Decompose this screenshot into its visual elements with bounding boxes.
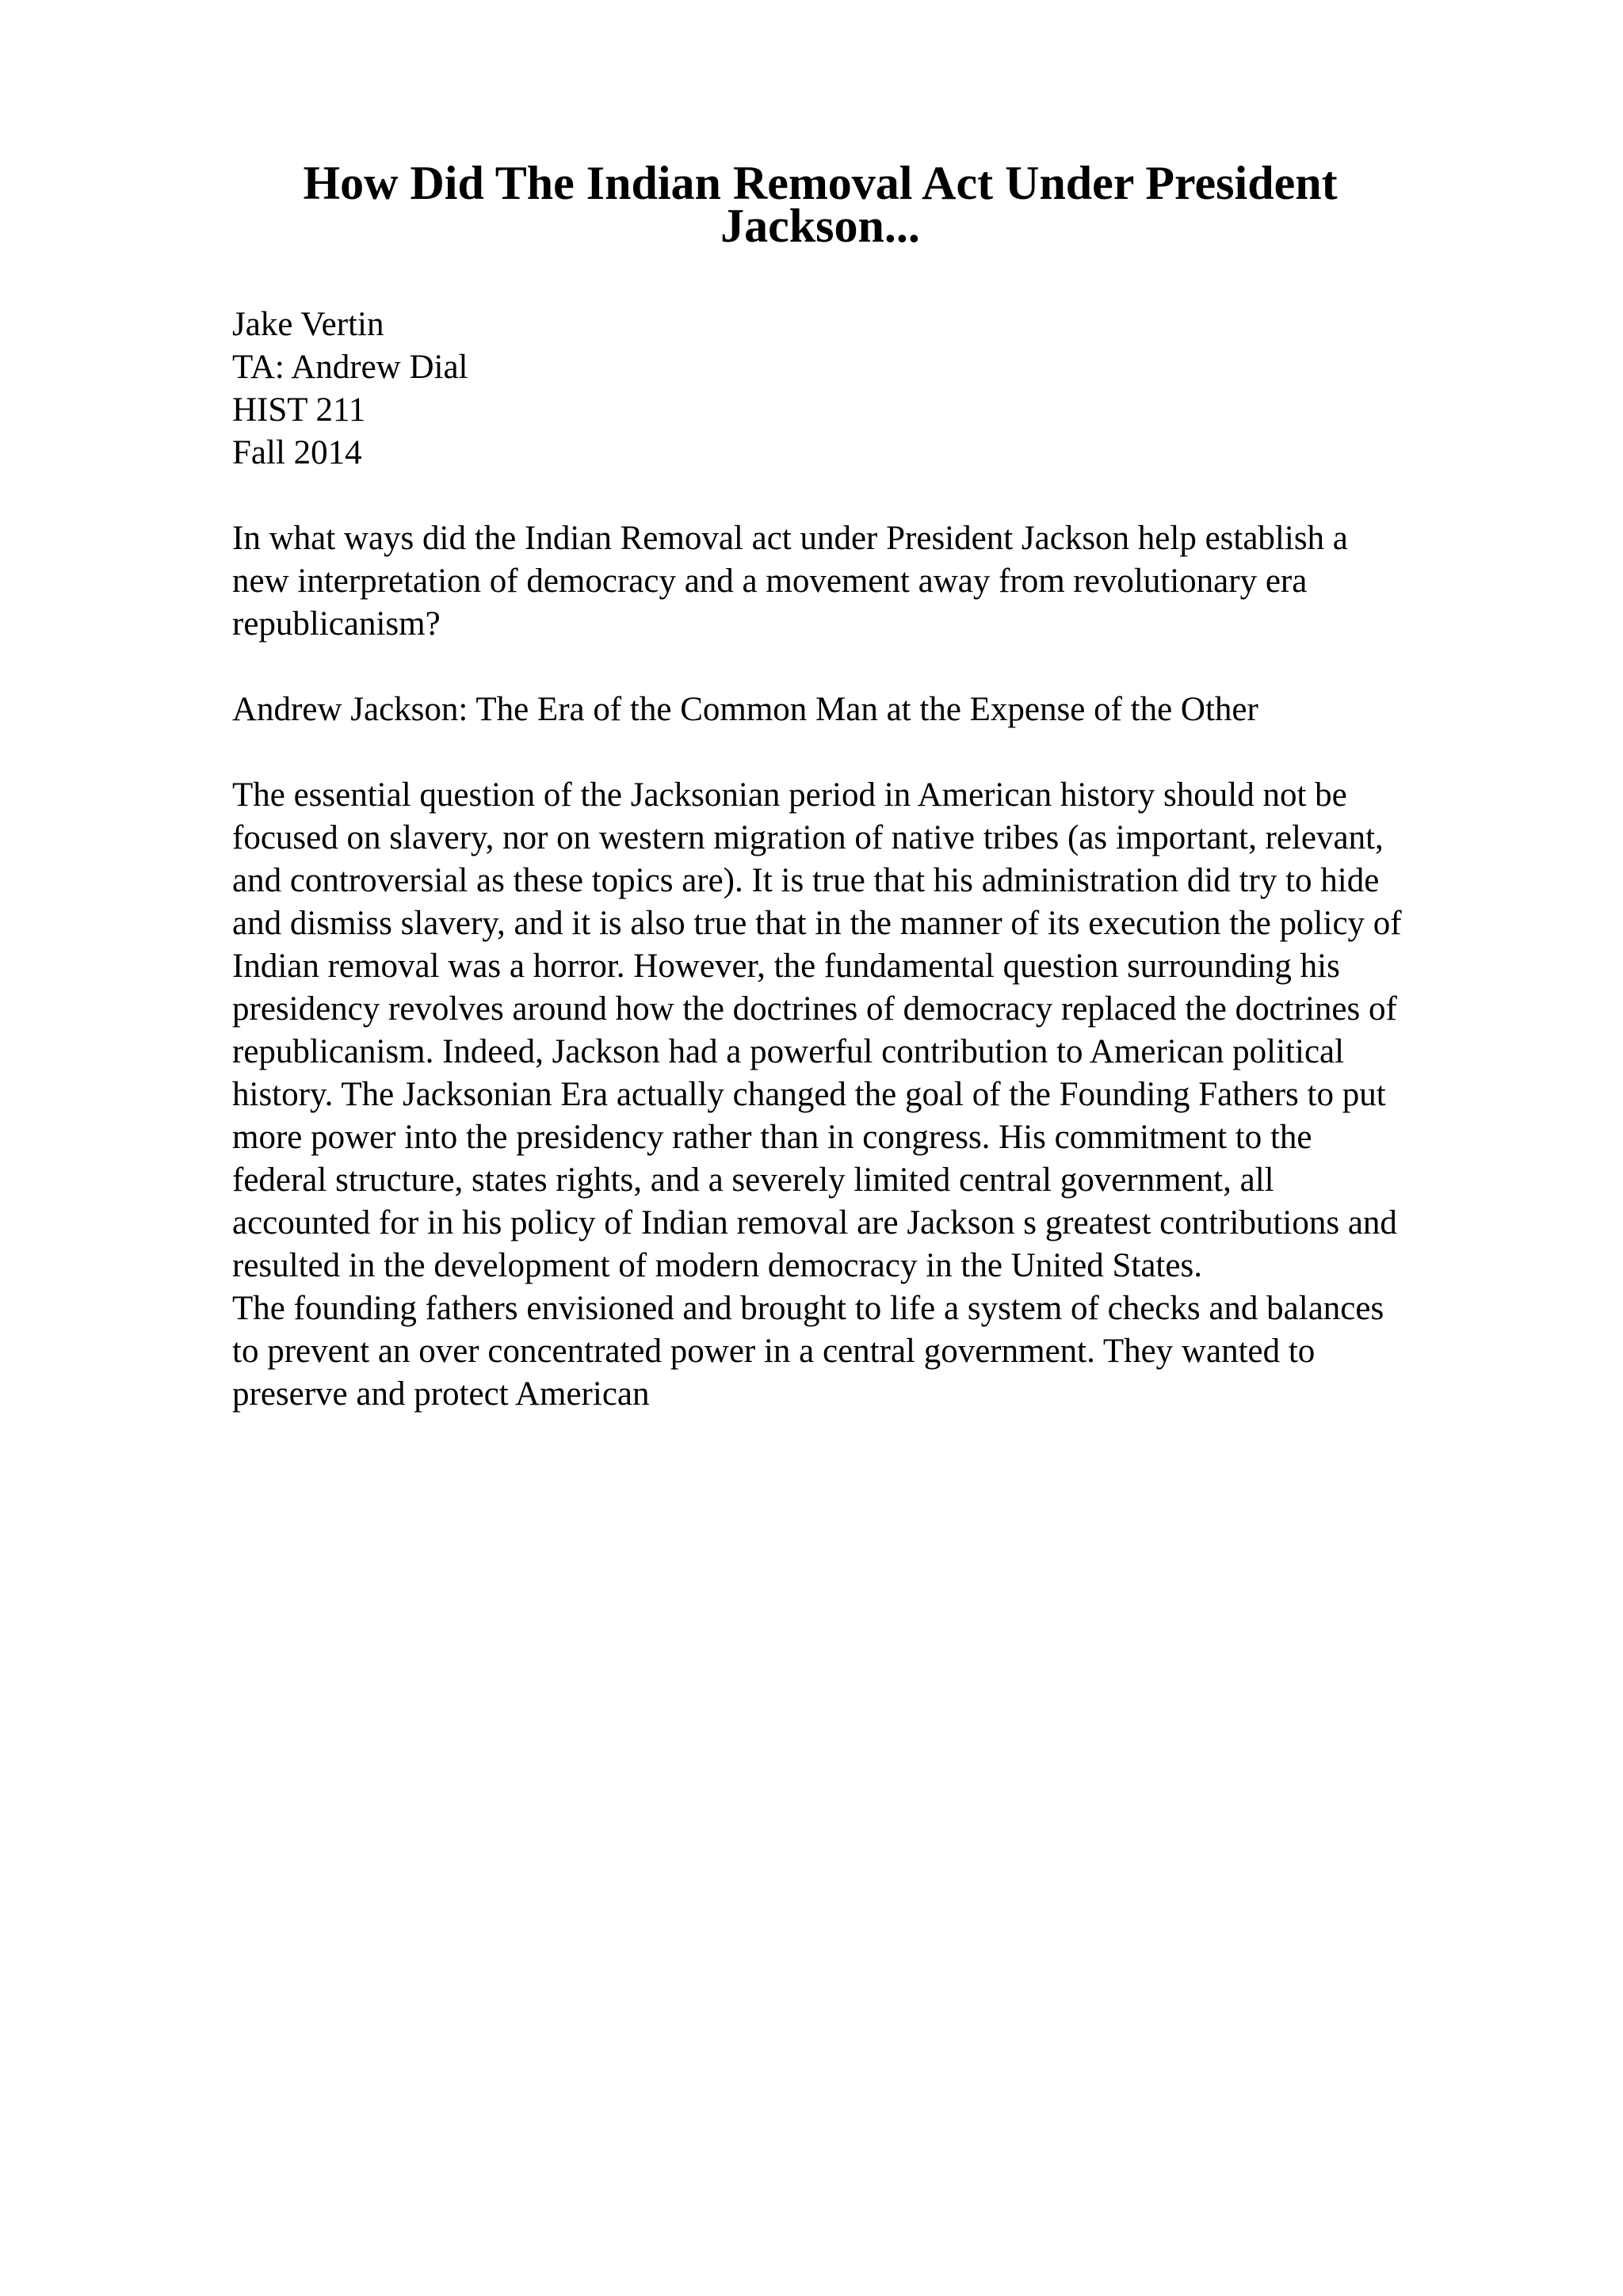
spacer [232, 731, 1524, 774]
body-line: preserve and protect American [232, 1375, 650, 1413]
body-line: Indian removal was a horror. However, the fundamental question surrounding his [232, 948, 1340, 985]
body-line: presidency revolves around how the doctrines of democracy replaced the doctrines of [232, 990, 1397, 1028]
spacer [232, 475, 1524, 517]
document-body [232, 303, 1524, 1416]
body-line: to prevent an over concentrated power in a central government. They wanted to [232, 1333, 1316, 1370]
body-line: federal structure, states rights, and a severely limited central government, all [232, 1161, 1274, 1199]
question-line: republicanism? [232, 605, 441, 643]
body-line: accounted for in his policy of Indian removal are Jackson s greatest contributions and [232, 1204, 1397, 1241]
question-line: In what ways did the Indian Removal act under President Jackson help establish a [232, 520, 1348, 557]
essay-body [232, 774, 1524, 1416]
title-line: How Did The Indian Removal Act Under President [303, 157, 1338, 209]
body-line: focused on slavery, nor on western migration of native tribes (as important, relevant, [232, 819, 1384, 856]
body-line: The founding fathers envisioned and brought to life a system of checks and balances [232, 1290, 1384, 1327]
body-line: more power into the presidency rather than in congress. His commitment to the [232, 1119, 1312, 1156]
body-line: resulted in the development of modern democracy in the United States. [232, 1247, 1202, 1284]
document-title [230, 153, 1411, 252]
question-line: new interpretation of democracy and a movement away from revolutionary era [232, 563, 1308, 600]
body-line: history. The Jacksonian Era actually changed the goal of the Founding Fathers to put [232, 1076, 1386, 1113]
header-block [232, 303, 1524, 475]
author-name: Jake Vertin [232, 306, 384, 343]
ta-name: TA: Andrew Dial [232, 349, 468, 386]
title-line: Jackson... [720, 200, 920, 252]
course-code: HIST 211 [232, 391, 366, 429]
term: Fall 2014 [232, 434, 362, 471]
body-line: The essential question of the Jacksonian period in American history should not be [232, 776, 1347, 814]
spacer [232, 646, 1524, 688]
essay-question [232, 517, 1524, 646]
body-line: and controversial as these topics are). It is true that his administration did try to hide [232, 862, 1380, 899]
essay-title: Andrew Jackson: The Era of the Common Man at the Expense of the Other [232, 691, 1258, 728]
body-line: and dismiss slavery, and it is also true that in the manner of its execution the policy of [232, 905, 1402, 942]
body-line: republicanism. Indeed, Jackson had a powerful contribution to American political [232, 1033, 1345, 1070]
